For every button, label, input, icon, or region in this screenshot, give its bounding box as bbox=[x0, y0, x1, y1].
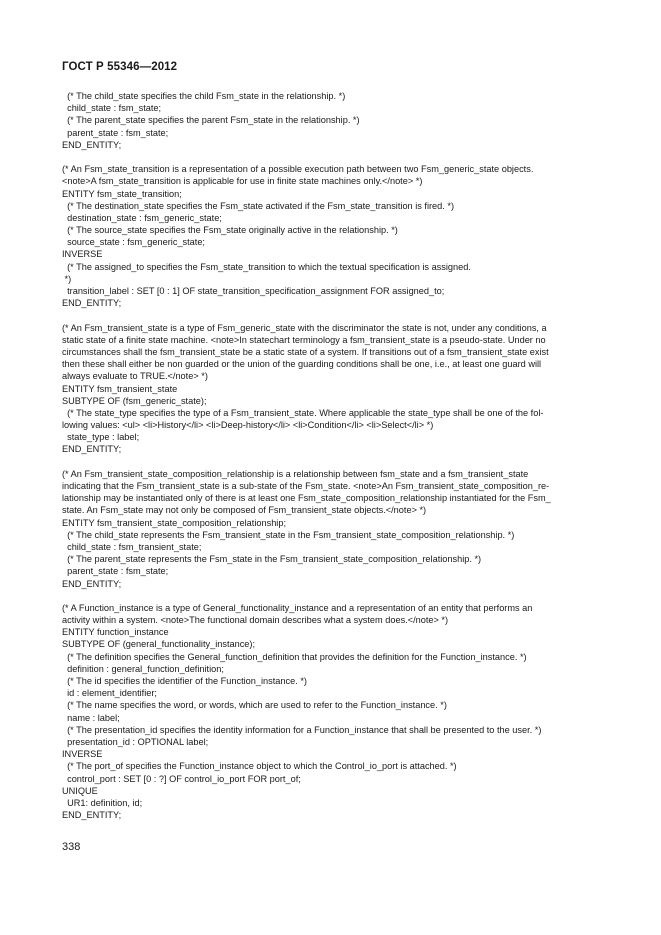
text-line: (* The child_state represents the Fsm_transient_state in the Fsm_transient_state_composition_relationship. *) bbox=[62, 529, 515, 540]
text-line: INVERSE bbox=[62, 749, 103, 760]
text-line: (* The name specifies the word, or words, which are used to refer to the Function_instance. *) bbox=[62, 700, 447, 711]
entity-block bbox=[62, 90, 608, 151]
text-line: ENTITY function_instance bbox=[62, 627, 169, 638]
text-line: INVERSE bbox=[62, 249, 103, 260]
text-line: then these shall either be non guarded or the union of the guarding conditions shall be one, i.e., at least one guard will bbox=[62, 359, 542, 370]
block-spacer bbox=[62, 590, 608, 602]
express-schema-text bbox=[62, 90, 608, 821]
text-line: (* An Fsm_state_transition is a representation of a possible execution path between two Fsm_generic_state objects. bbox=[62, 164, 534, 175]
text-line: SUBTYPE OF (fsm_generic_state); bbox=[62, 395, 207, 406]
text-line: name : label; bbox=[62, 712, 120, 723]
text-line: (* An Fsm_transient_state is a type of Fsm_generic_state with the discriminator the state is not, under any conditions, a bbox=[62, 322, 547, 333]
entity-block bbox=[62, 602, 608, 821]
text-line: indicating that the Fsm_transient_state is a sub-state of the Fsm_state. <note>An Fsm_transient_state_composition_re- bbox=[62, 481, 550, 491]
text-line: ENTITY fsm_transient_state_composition_relationship; bbox=[62, 517, 287, 528]
text-line: (* The source_state specifies the Fsm_state originally active in the relationship. *) bbox=[62, 225, 398, 236]
text-line: SUBTYPE OF (general_functionality_instance); bbox=[62, 639, 256, 650]
text-line: source_state : fsm_generic_state; bbox=[62, 237, 205, 248]
text-line: (* A Function_instance is a type of General_functionality_instance and a representation of an entity that performs an bbox=[62, 602, 533, 613]
entity-block bbox=[62, 468, 608, 590]
text-line: END_ENTITY; bbox=[62, 578, 122, 589]
text-line: (* The id specifies the identifier of the Function_instance. *) bbox=[62, 676, 307, 686]
text-line: destination_state : fsm_generic_state; bbox=[62, 212, 222, 223]
block-spacer bbox=[62, 456, 608, 468]
entity-block bbox=[62, 163, 608, 309]
text-line: (* The parent_state specifies the parent Fsm_state in the relationship. *) bbox=[62, 115, 360, 126]
text-line: parent_state : fsm_state; bbox=[62, 566, 169, 577]
text-line: ENTITY fsm_transient_state bbox=[62, 383, 178, 394]
text-line: END_ENTITY; bbox=[62, 444, 122, 455]
text-line: activity within a system. <note>The functional domain describes what a system does.</note> *) bbox=[62, 615, 449, 626]
text-line: (* The parent_state represents the Fsm_state in the Fsm_transient_state_composition_relationship. *) bbox=[62, 554, 482, 565]
text-line: END_ENTITY; bbox=[62, 298, 122, 309]
text-line: control_port : SET [0 : ?] OF control_io_port FOR port_of; bbox=[62, 773, 301, 784]
text-line: <note>A fsm_state_transition is applicable for use in finite state machines only.</note> *) bbox=[62, 176, 423, 187]
text-line: parent_state : fsm_state; bbox=[62, 127, 169, 138]
text-line: (* The destination_state specifies the Fsm_state activated if the Fsm_state_transition is fired. *) bbox=[62, 200, 455, 211]
text-line: UR1: definition, id; bbox=[62, 797, 143, 808]
text-line: (* The presentation_id specifies the identity information for a Function_instance that shall be presented to the user. *) bbox=[62, 724, 542, 735]
text-line: END_ENTITY; bbox=[62, 139, 122, 150]
text-line: ENTITY fsm_state_transition; bbox=[62, 188, 182, 199]
text-line: transition_label : SET [0 : 1] OF state_transition_specification_assignment FOR assigned_to; bbox=[62, 286, 445, 296]
text-line: state. An Fsm_state may not only be composed of Fsm_transient_state objects.</note> *) bbox=[62, 505, 427, 516]
page-number: 338 bbox=[62, 841, 81, 853]
block-spacer bbox=[62, 151, 608, 163]
text-line: id : element_identifier; bbox=[62, 688, 157, 699]
entity-block bbox=[62, 322, 608, 456]
text-line: presentation_id : OPTIONAL label; bbox=[62, 736, 209, 747]
standard-header: ГОСТ Р 55346—2012 bbox=[62, 61, 178, 73]
text-line: definition : general_function_definition; bbox=[62, 663, 224, 674]
text-line: (* The port_of specifies the Function_instance object to which the Control_io_port is attached. *) bbox=[62, 761, 457, 772]
text-line: static state of a finite state machine. <note>In statechart terminology a fsm_transient_state is a pseudo-state. Under no bbox=[62, 334, 546, 345]
text-line: lationship may be instantiated only of there is at least one Fsm_state_composition_relationship instantiated for the Fsm_ bbox=[62, 493, 551, 504]
text-line: lowing values: <ul> <li>History</li> <li>Deep-history</li> <li>Condition</li> <li>Select</li> *) bbox=[62, 420, 434, 431]
text-line: child_state : fsm_transient_state; bbox=[62, 541, 202, 552]
text-line: (* The state_type specifies the type of a Fsm_transient_state. Where applicable the state_type shall be one of the fol- bbox=[62, 407, 544, 418]
text-line: circumstances shall the fsm_transient_state be a static state of a system. If transitions out of a fsm_transient_state exist bbox=[62, 346, 549, 357]
text-line: (* An Fsm_transient_state_composition_relationship is a relationship between fsm_state and a fsm_transient_state bbox=[62, 468, 529, 479]
text-line: END_ENTITY; bbox=[62, 810, 122, 821]
text-line: *) bbox=[62, 273, 72, 284]
text-line: (* The definition specifies the General_function_definition that provides the definition for the Function_instance. *) bbox=[62, 651, 527, 662]
text-line: child_state : fsm_state; bbox=[62, 103, 162, 114]
text-line: UNIQUE bbox=[62, 785, 98, 796]
text-line: (* The child_state specifies the child Fsm_state in the relationship. *) bbox=[62, 91, 346, 101]
text-line: always evaluate to TRUE.</note> *) bbox=[62, 371, 208, 382]
text-line: state_type : label; bbox=[62, 432, 140, 443]
text-line: (* The assigned_to specifies the Fsm_state_transition to which the textual specification is assigned. bbox=[62, 261, 471, 272]
block-spacer bbox=[62, 309, 608, 321]
